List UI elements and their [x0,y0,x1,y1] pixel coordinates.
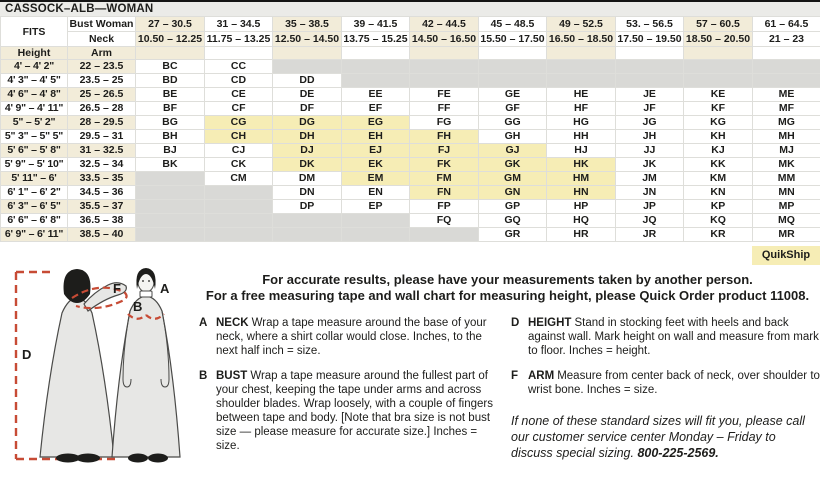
size-cell: KJ [684,144,753,158]
size-cell: BK [136,158,205,172]
size-cell: HP [547,200,616,214]
bust-range-cell: 31 – 34.5 [205,17,273,32]
unavailable-cell [342,214,410,228]
size-cell: FE [410,88,479,102]
unavailable-cell [136,172,205,186]
height-cell: 4' 6" – 4' 8" [1,88,68,102]
figure-front-view [112,268,180,463]
header-spacer-cell [547,47,616,60]
size-cell: KQ [684,214,753,228]
height-cell: 6' 6" – 6' 8" [1,214,68,228]
size-cell: MP [753,200,820,214]
size-cell: EE [342,88,410,102]
size-table-row [1,200,820,214]
size-cell: CF [205,102,273,116]
unavailable-cell [410,228,479,242]
size-cell: KE [684,88,753,102]
unavailable-cell [616,60,684,74]
size-cell: DE [273,88,342,102]
size-cell: JJ [616,144,684,158]
size-table-row [1,214,820,228]
collar [140,291,152,297]
instruction-term: ARM [528,370,555,382]
bust-range-cell: 45 – 48.5 [479,17,547,32]
intro-line-2: For a free measuring tape and wall chart for measuring height, please Quick Order product 11008. [205,287,810,303]
size-cell: JH [616,130,684,144]
size-cell: DJ [273,144,342,158]
size-table-row [1,186,820,200]
size-cell: MJ [753,144,820,158]
instruction-letter: D [511,317,520,329]
size-cell: EK [342,158,410,172]
special-sizing-note [511,413,820,461]
page-title: CASSOCK–ALB—WOMAN [0,0,820,16]
neck-header-row [1,32,820,47]
unavailable-cell [205,186,273,200]
size-cell: KF [684,102,753,116]
unavailable-cell [205,228,273,242]
size-cell: CC [205,60,273,74]
size-cell: KR [684,228,753,242]
size-cell: MH [753,130,820,144]
arm-cell: 35.5 – 37 [68,200,136,214]
size-cell: KN [684,186,753,200]
unavailable-cell [273,214,342,228]
height-cell: 5' 9" – 5' 10" [1,158,68,172]
header-spacer-cell [136,47,205,60]
label-A: A [160,281,170,296]
size-cell: BH [136,130,205,144]
neck-range-cell: 12.50 – 14.50 [273,32,342,47]
instruction-letter: B [199,370,208,382]
instruction-term: HEIGHT [528,317,572,329]
bust-range-cell: 39 – 41.5 [342,17,410,32]
bust-range-cell: 42 – 44.5 [410,17,479,32]
size-cell: CH [205,130,273,144]
size-cell: GH [479,130,547,144]
header-spacer-cell [479,47,547,60]
size-cell: EJ [342,144,410,158]
size-cell: GP [479,200,547,214]
size-table-row [1,158,820,172]
size-cell: FM [410,172,479,186]
size-cell: HG [547,116,616,130]
instruction-neck [199,316,503,358]
label-B: B [133,299,143,314]
size-table-row [1,116,820,130]
size-cell: FP [410,200,479,214]
size-cell: KG [684,116,753,130]
size-cell: CJ [205,144,273,158]
unavailable-cell [273,60,342,74]
size-cell: DH [273,130,342,144]
unavailable-cell [136,186,205,200]
neck-range-cell: 15.50 – 17.50 [480,33,545,45]
size-cell: EN [342,186,410,200]
height-cell: 5' 6" – 5' 8" [1,144,68,158]
size-cell: DN [273,186,342,200]
header-spacer-cell [684,47,753,60]
size-cell: GF [479,102,547,116]
size-cell: DK [273,158,342,172]
unavailable-cell [410,60,479,74]
size-table-row [1,172,820,186]
size-cell: MQ [753,214,820,228]
height-cell: 6' 1" – 6' 2" [1,186,68,200]
size-cell: FG [410,116,479,130]
size-cell: DD [273,74,342,88]
size-cell: HQ [547,214,616,228]
back-figure-hair [64,269,91,303]
unavailable-cell [205,200,273,214]
unavailable-cell [342,74,410,88]
instruction-letter: F [511,370,519,382]
instruction-text: Measure from center back of neck, over shoulder to wrist bone. Inches = size. [528,370,820,396]
neck-range-cell: 21 – 23 [753,32,820,47]
size-cell: HR [547,228,616,242]
arm-column-label: Arm [68,47,136,60]
neck-range-cell: 11.75 – 13.25 [205,32,273,47]
size-table-row [1,88,820,102]
measuring-guide-text [195,267,820,467]
header-spacer-cell [342,47,410,60]
arm-cell: 28 – 29.5 [68,116,136,130]
special-sizing-text: If none of these standard sizes will fit you, please call our customer service center Monday – Friday to discuss special sizing. [511,414,805,460]
bust-range-cell: 61 – 64.5 [753,17,820,32]
size-cell: BC [136,60,205,74]
arm-cell: 38.5 – 40 [68,228,136,242]
bust-header-row [1,17,820,32]
height-cell: 6' 3" – 6' 5" [1,200,68,214]
size-cell: BD [136,74,205,88]
size-cell: BE [136,88,205,102]
size-cell: JE [616,88,684,102]
size-cell: MG [753,116,820,130]
size-cell: EF [342,102,410,116]
size-table-row [1,144,820,158]
label-F: F [113,281,121,296]
bust-range-cell: 57 – 60.5 [684,17,753,32]
size-cell: HM [547,172,616,186]
measuring-guide-section [0,267,820,467]
instruction-letter: A [199,317,208,329]
size-cell: GN [479,186,547,200]
size-cell: BF [136,102,205,116]
size-cell: CD [205,74,273,88]
front-figure-feet [128,454,148,463]
instruction-term: NECK [216,317,249,329]
neck-range-cell: 10.50 – 12.25 [136,32,205,47]
unavailable-cell [547,60,616,74]
unavailable-cell [410,74,479,88]
size-cell: MR [753,228,820,242]
size-cell: HF [547,102,616,116]
fits-label: FITS [1,17,68,47]
size-cell: DP [273,200,342,214]
instructions-right-column [511,316,820,464]
size-table-row [1,130,820,144]
size-cell: HJ [547,144,616,158]
size-cell: JR [616,228,684,242]
size-cell: FJ [410,144,479,158]
unavailable-cell [136,228,205,242]
instruction-text: Wrap a tape measure around the fullest part of your chest, keeping the tape under arms and across shoulder blades. Wrap loosely, with a couple of fingers between tape and body. [Note that bra size is not bust size — please measure for accurate size.] Inches = size. [216,370,494,452]
arm-cell: 26.5 – 28 [68,102,136,116]
unavailable-cell [136,200,205,214]
height-cell: 4' 9" – 4' 11" [1,102,68,116]
arm-cell: 32.5 – 34 [68,158,136,172]
unavailable-cell [136,214,205,228]
header-spacer-cell [753,47,820,60]
unavailable-cell [205,214,273,228]
size-cell: GE [479,88,547,102]
header-spacer-cell [205,47,273,60]
size-cell: EP [342,200,410,214]
unavailable-cell [684,60,753,74]
neck-range-cell: 18.50 – 20.50 [684,32,753,47]
size-cell: ME [753,88,820,102]
unavailable-cell [547,74,616,88]
arm-cell: 23.5 – 25 [68,74,136,88]
arm-cell: 25 – 26.5 [68,88,136,102]
height-cell: 4' 3" – 4' 5" [1,74,68,88]
height-cell: 5' 11" – 6' [1,172,68,186]
size-cell: KP [684,200,753,214]
label-D: D [22,347,32,362]
height-column-label: Height [1,47,68,60]
size-cell: BG [136,116,205,130]
size-cell: MM [753,172,820,186]
neck-range-cell: 17.50 – 19.50 [617,33,682,45]
header-spacer-cell [273,47,342,60]
size-cell: GQ [479,214,547,228]
unavailable-cell [342,60,410,74]
arm-cell: 31 – 32.5 [68,144,136,158]
header-spacer-cell [410,47,479,60]
size-cell: FN [410,186,479,200]
size-cell: JG [616,116,684,130]
size-table-row [1,228,820,242]
size-cell: KK [684,158,753,172]
size-cell: GM [479,172,547,186]
size-cell: HK [547,158,616,172]
size-cell: DM [273,172,342,186]
size-cell: GJ [479,144,547,158]
bust-range-cell: 53. – 56.5 [616,17,684,32]
size-cell: CE [205,88,273,102]
unavailable-cell [684,74,753,88]
instruction-bust [199,369,503,453]
arm-cell: 36.5 – 38 [68,214,136,228]
arm-cell: 34.5 – 36 [68,186,136,200]
instructions-left-column [199,316,503,464]
size-table-row [1,102,820,116]
quikship-legend-row [0,246,820,265]
bust-woman-label: Bust Woman [68,17,136,32]
neck-range-cell: 16.50 – 18.50 [547,32,616,47]
height-arm-header-row [1,47,820,60]
height-cell: 4' – 4' 2" [1,60,68,74]
unavailable-cell [753,74,820,88]
size-cell: GG [479,116,547,130]
size-cell: JQ [616,214,684,228]
size-cell: JP [616,200,684,214]
size-cell: HE [547,88,616,102]
bust-range-cell: 27 – 30.5 [136,17,205,32]
arm-cell: 33.5 – 35 [68,172,136,186]
unavailable-cell [753,60,820,74]
size-cell: FQ [410,214,479,228]
size-table-row [1,60,820,74]
arm-cell: 22 – 23.5 [68,60,136,74]
unavailable-cell [479,60,547,74]
size-cell: JN [616,186,684,200]
instruction-term: BUST [216,370,248,382]
size-cell: JK [616,158,684,172]
size-cell: MK [753,158,820,172]
size-cell: FF [410,102,479,116]
size-cell: GK [479,158,547,172]
size-cell: EM [342,172,410,186]
size-cell: JF [616,102,684,116]
intro-text [195,272,820,303]
size-cell: MN [753,186,820,200]
instruction-height [511,316,820,358]
size-cell: HN [547,186,616,200]
neck-label: Neck [68,32,136,47]
unavailable-cell [273,228,342,242]
size-cell: BJ [136,144,205,158]
size-cell: DG [273,116,342,130]
size-cell: JM [616,172,684,186]
arm-cell: 29.5 – 31 [68,130,136,144]
size-cell: EG [342,116,410,130]
height-cell: 6' 9" – 6' 11" [1,228,68,242]
size-cell: DF [273,102,342,116]
size-cell: KH [684,130,753,144]
size-cell: CM [205,172,273,186]
size-cell: CG [205,116,273,130]
neck-range-cell: 14.50 – 16.50 [410,32,479,47]
height-cell: 5" – 5' 2" [1,116,68,130]
size-cell: GR [479,228,547,242]
instruction-text: Stand in stocking feet with heels and back against wall. Mark height on wall and measure from mark to floor. Inches = height. [528,317,819,357]
size-cell: EH [342,130,410,144]
size-cell: KM [684,172,753,186]
size-cell: HH [547,130,616,144]
unavailable-cell [342,228,410,242]
bust-range-cell: 35 – 38.5 [273,17,342,32]
size-cell: FK [410,158,479,172]
size-cell: FH [410,130,479,144]
instruction-arm [511,369,820,397]
unavailable-cell [479,74,547,88]
unavailable-cell [616,74,684,88]
instruction-text: Wrap a tape measure around the base of your neck, where a shirt collar would close. Inches, to the next half inch = size. [216,317,487,357]
neck-range-cell: 13.75 – 15.25 [343,33,408,45]
size-cell: MF [753,102,820,116]
size-table-row [1,74,820,88]
height-cell: 5" 3" – 5" 5" [1,130,68,144]
quikship-badge: QuikShip [752,246,820,265]
intro-line-1: For accurate results, please have your measurements taken by another person. [262,272,753,287]
customer-service-phone: 800-225-2569. [637,446,719,460]
bust-range-cell: 49 – 52.5 [547,17,616,32]
size-chart-table [0,16,820,242]
size-cell: CK [205,158,273,172]
measurement-figure-illustration [0,267,195,467]
header-spacer-cell [616,47,684,60]
